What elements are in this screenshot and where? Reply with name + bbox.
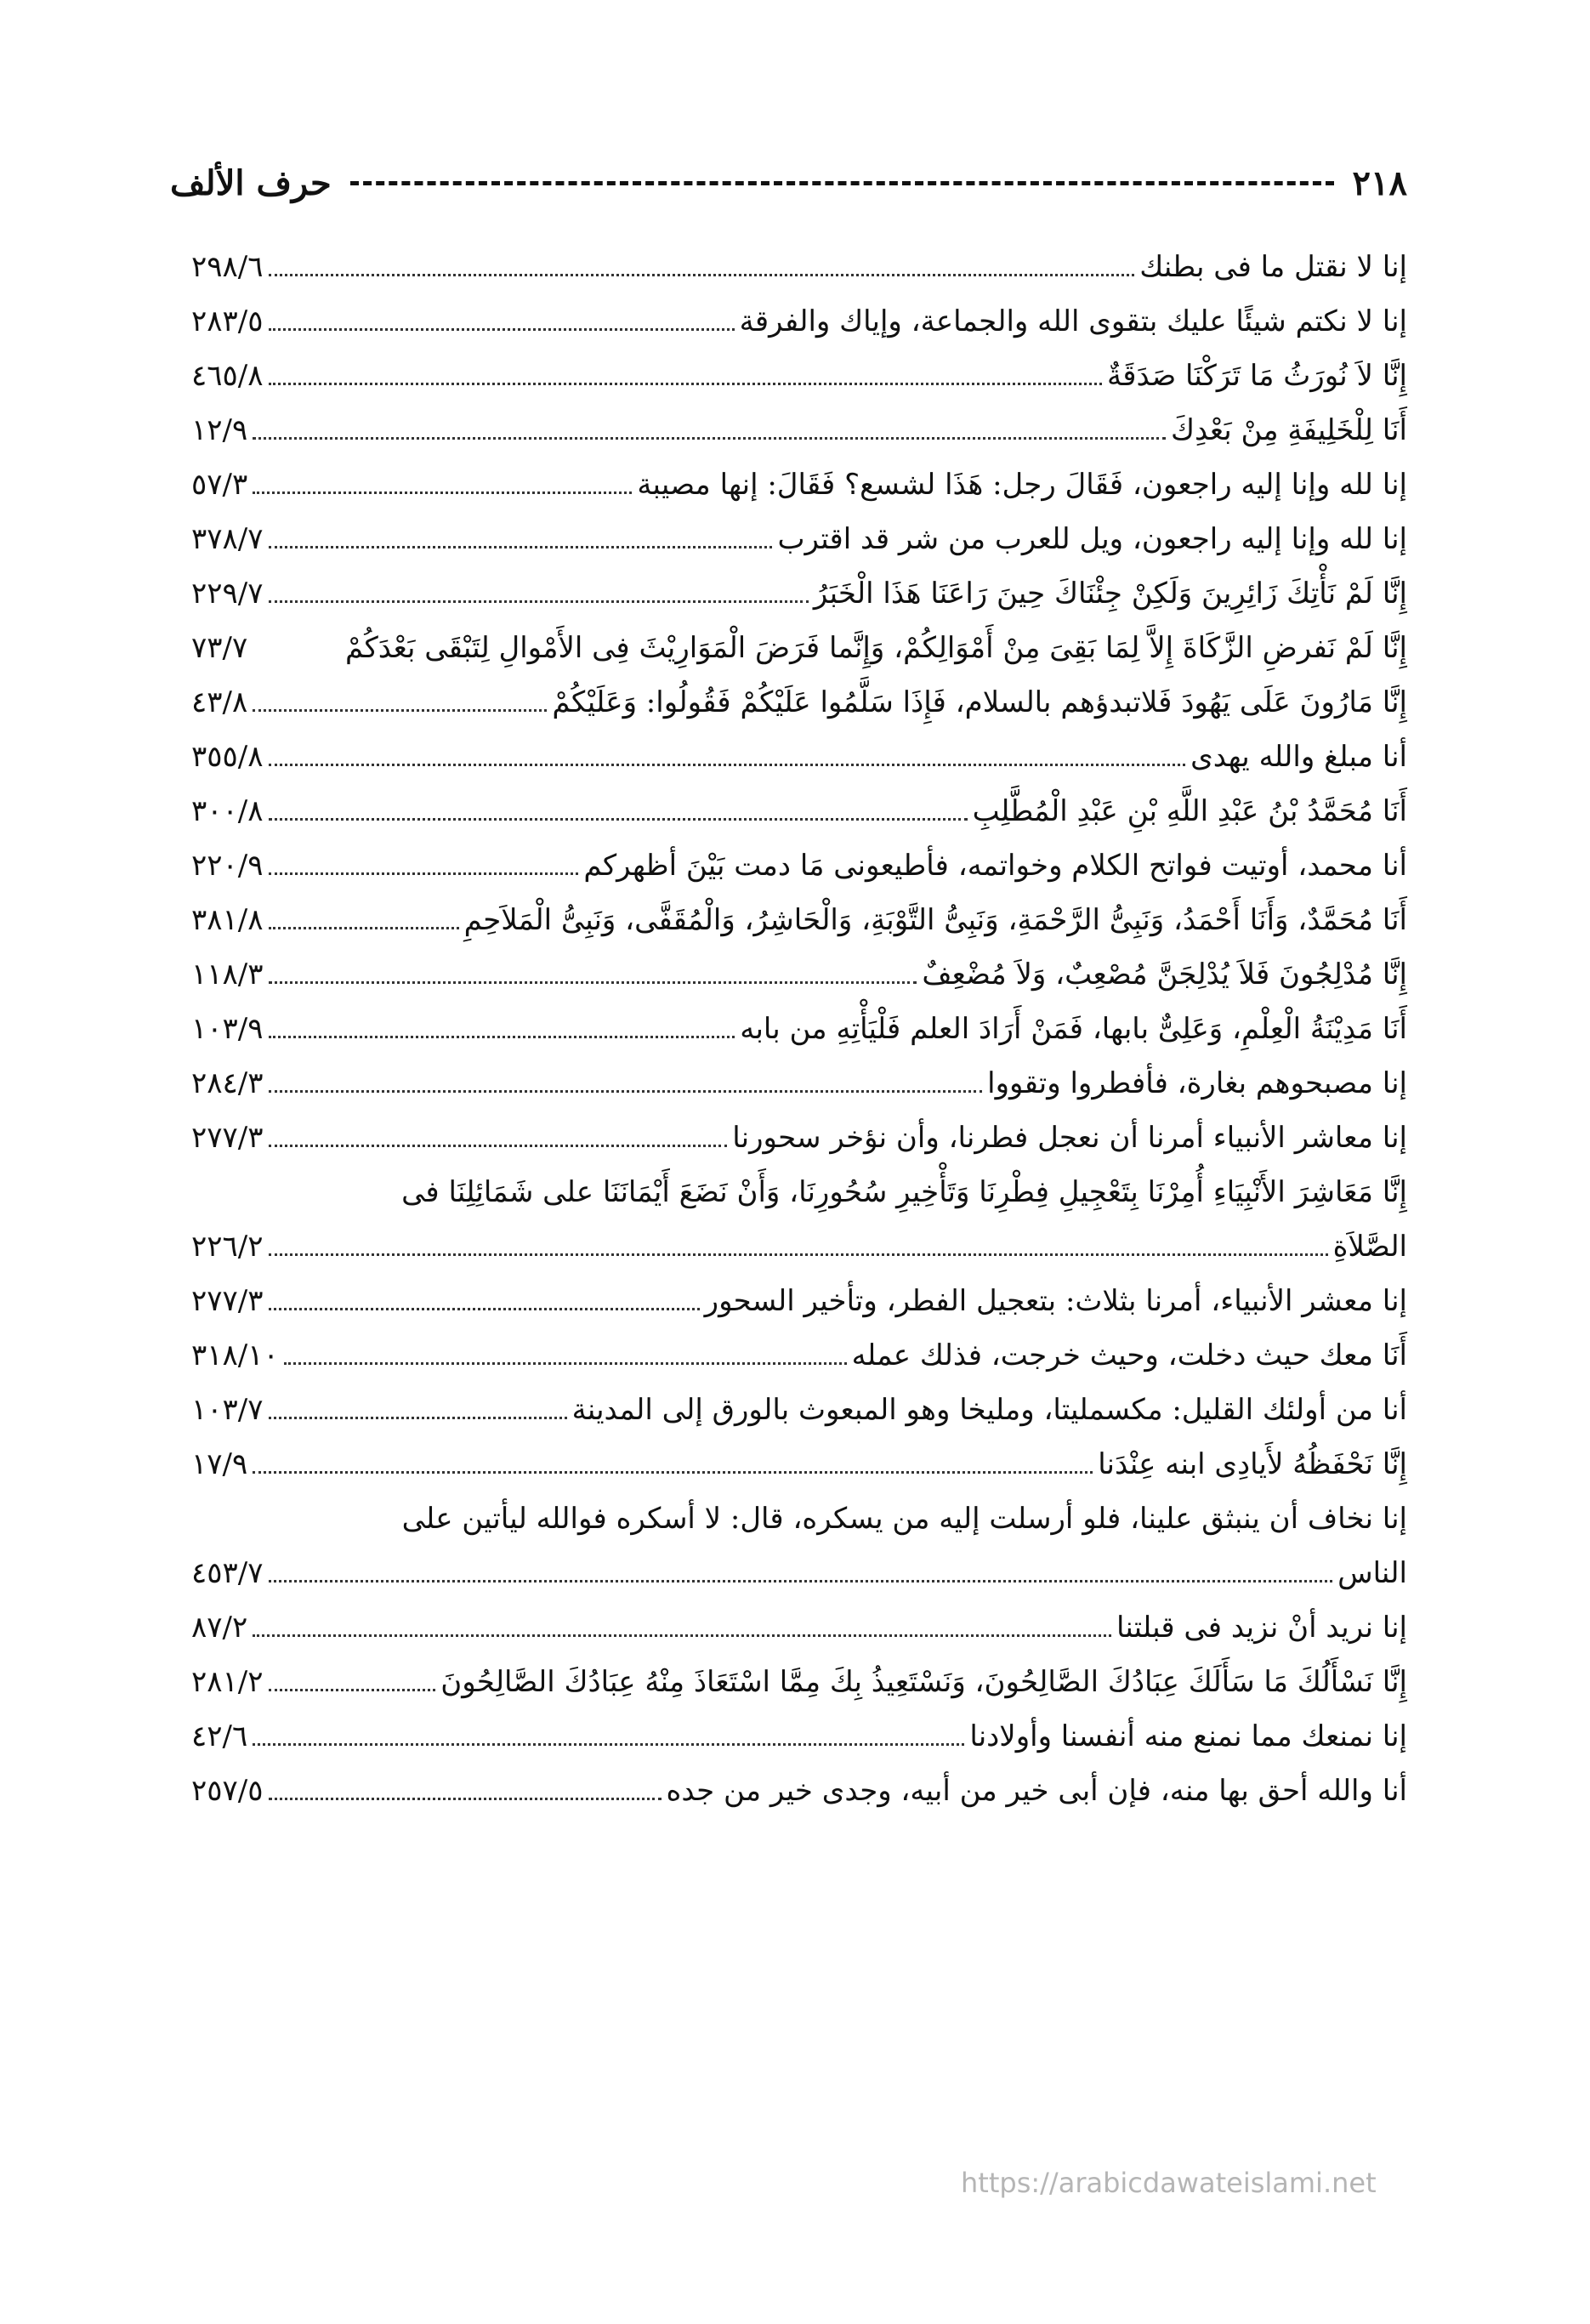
entry-reference: ١٠٣/٧ — [191, 1393, 264, 1427]
watermark: https://arabicdawateislami.net — [961, 2167, 1377, 2199]
entry-text: إنا لا نقتل ما فى بطنك — [1139, 250, 1407, 284]
entry-reference: ١١٨/٣ — [191, 957, 264, 992]
page-header — [170, 157, 1407, 208]
entry-reference: ٧٣/٧ — [191, 631, 248, 665]
entry-text: إنا مصبحوهم بغارة، فأفطروا وتقووا — [987, 1066, 1407, 1100]
index-entry — [191, 947, 1407, 1002]
entry-reference: ٣٠٠/٨ — [191, 794, 264, 828]
entry-reference: ٤٢/٦ — [191, 1719, 248, 1753]
entry-text: أنا مبلغ والله يهدى — [1190, 740, 1407, 774]
entry-reference: ٥٧/٣ — [191, 468, 248, 502]
entry-text: أَنَا مَدِيْنَةُ الْعِلْمِ، وَعَلِىٌّ بابها، فَمَنْ أَرَادَ العلم فَلْيَأْتِهِ من بابه — [740, 1012, 1407, 1046]
index-entry — [191, 240, 1407, 294]
entry-text: إِنَّا مُدْلِجُونَ فَلاَ يُدْلِجَنَّ مُصْعِبٌ، وَلاَ مُضْعِفٌ — [922, 957, 1407, 992]
entry-reference: ٢٢٩/٧ — [191, 577, 264, 611]
index-entry — [191, 1492, 1407, 1600]
dot-leader — [253, 709, 547, 712]
entry-text: أنا والله أحق بها منه، فإن أبى خير من أبيه، وجدى خير من جده — [666, 1774, 1407, 1808]
index-entry — [191, 1274, 1407, 1328]
entry-text: إِنَّا لَمْ نَفرضِ الزَّكَاةَ إِلاَّ لِمَا بَقِىَ مِنْ أَمْوَالِكُمْ، وَإِنَّما فَرَضَ الْمَوَارِيْثَ فِى الأَمْوالِ لِتَبْقَى بَعْدَكُمْ — [344, 631, 1407, 665]
entry-reference: ٣٨١/٨ — [191, 903, 264, 937]
dot-leader — [269, 764, 1186, 766]
dot-leader — [269, 274, 1135, 276]
entry-text-continued: الصَّلاَةِ — [1332, 1230, 1407, 1264]
entry-reference: ١٧/٩ — [191, 1447, 248, 1481]
index-entry — [191, 838, 1407, 893]
index-entry — [191, 1437, 1407, 1492]
entry-text: أنا من أولئك القليل: مكسمليتا، ومليخا وهو المبعوث بالورق إلى المدينة — [571, 1393, 1407, 1427]
page-number: ٢١٨ — [1352, 162, 1407, 203]
index-entry — [191, 1111, 1407, 1165]
entry-text: إِنَّا لَمْ نَأْتِكَ زَائِرِينَ وَلَكِنْ جِئْنَاكَ حِينَ رَاعَنَا هَذَا الْخَبَرُ — [813, 577, 1407, 611]
entry-reference: ٣٧٨/٧ — [191, 522, 264, 556]
header-rule — [350, 181, 1334, 185]
index-entry — [191, 512, 1407, 566]
index-entry — [191, 566, 1407, 621]
entry-reference: ٢٢٦/٢ — [191, 1230, 264, 1264]
dot-leader — [269, 1798, 662, 1800]
dot-leader — [269, 1036, 735, 1038]
dot-leader — [269, 1090, 983, 1093]
entry-reference: ٨٧/٢ — [191, 1611, 248, 1645]
dot-leader — [269, 1308, 700, 1310]
dot-leader — [269, 1253, 1328, 1256]
entry-reference: ٤٦٥/٨ — [191, 359, 264, 393]
entry-reference: ٣١٨/١٠ — [191, 1338, 279, 1372]
entry-text: إنا معاشر الأنبياء أمرنا أن نعجل فطرنا، وأن نؤخر سحورنا — [732, 1121, 1407, 1155]
index-entry — [191, 1328, 1407, 1383]
entry-reference: ٢٥٧/٥ — [191, 1774, 264, 1808]
entry-text: إِنَّا نَسْأَلُكَ مَا سَأَلَكَ عِبَادُكَ الصَّالِحُونَ، وَنَسْتَعِيذُ بِكَ مِمَّا اسْتَعَاذَ مِنْهُ عِبَادُكَ الصَّالِحُونَ — [440, 1665, 1407, 1699]
dot-leader — [269, 383, 1103, 385]
index-entry — [191, 1709, 1407, 1764]
dot-leader — [269, 927, 459, 929]
dot-leader — [269, 600, 809, 603]
dot-leader — [284, 1362, 847, 1365]
dot-leader — [253, 437, 1166, 440]
dot-leader — [269, 818, 968, 821]
entry-text: إنا نخاف أن ينبثق علينا، فلو أرسلت إليه من يسكره، قال: لا أسكره فوالله ليأتين على — [401, 1502, 1407, 1536]
dot-leader — [253, 1743, 964, 1746]
entry-reference: ١٢/٩ — [191, 413, 248, 447]
dot-leader — [269, 1580, 1333, 1582]
entry-text: أَنَا مُحَمَّدُ بْنُ عَبْدِ اللَّهِ بْنِ عَبْدِ الْمُطَّلِبِ — [972, 794, 1407, 828]
entry-text: أَنَا لِلْخَلِيفَةِ مِنْ بَعْدِكَ — [1170, 413, 1407, 447]
entry-text: إنا نمنعك مما نمنع منه أنفسنا وأولادنا — [969, 1719, 1407, 1753]
hadith-index-list — [191, 240, 1407, 1818]
entry-text: إِنَّا مَارُونَ عَلَى يَهُودَ فَلاتبدؤهم بالسلام، فَإِذَا سَلَّمُوا عَلَيْكُمْ فَقُولُوا: وَعَلَيْكُمْ — [552, 685, 1407, 719]
entry-reference: ٢٢٠/٩ — [191, 849, 264, 883]
entry-reference: ٣٥٥/٨ — [191, 740, 264, 774]
index-entry — [191, 1764, 1407, 1818]
index-entry — [191, 403, 1407, 457]
entry-text: إنا لله وإنا إليه راجعون، ويل للعرب من شر قد اقترب — [777, 522, 1407, 556]
entry-text: إِنَّا نَحْفَظُهُ لأَيادِى ابنه عِنْدَنا — [1098, 1447, 1407, 1481]
entry-reference: ٢٨٣/٥ — [191, 304, 264, 338]
section-title: حرف الألف — [170, 162, 332, 203]
index-entry — [191, 1600, 1407, 1655]
dot-leader — [269, 1417, 567, 1419]
entry-reference: ٢٨١/٢ — [191, 1665, 264, 1699]
dot-leader — [269, 328, 735, 331]
index-entry — [191, 349, 1407, 403]
entry-text: إنا لله وإنا إليه راجعون، فَقَالَ رجل: هَذَا لشسع؟ فَقَالَ: إنها مصيبة — [637, 468, 1407, 502]
index-entry — [191, 784, 1407, 838]
dot-leader — [269, 872, 579, 875]
entry-text: إنا معشر الأنبياء، أمرنا بثلاث: بتعجيل الفطر، وتأخير السحور — [704, 1284, 1407, 1318]
dot-leader — [253, 1471, 1093, 1474]
entry-reference: ٢٧٧/٣ — [191, 1284, 264, 1318]
index-entry — [191, 1056, 1407, 1111]
index-entry — [191, 1383, 1407, 1437]
index-entry — [191, 730, 1407, 784]
dot-leader — [253, 1634, 1111, 1637]
entry-text: إنا لا نكتم شيئًا عليك بتقوى الله والجماعة، وإياك والفرقة — [739, 304, 1407, 338]
entry-text: إنا نريد أنْ نزيد فى قبلتنا — [1116, 1611, 1407, 1645]
index-entry — [191, 1655, 1407, 1709]
index-entry — [191, 893, 1407, 947]
entry-reference: ٤٣/٨ — [191, 685, 248, 719]
entry-text: أَنَا معك حيث دخلت، وحيث خرجت، فذلك عمله — [851, 1338, 1407, 1372]
entry-text: إِنَّا مَعَاشِرَ الأَنْبِيَاءِ أُمِرْنَا بِتَعْجِيلِ فِطْرِنَا وَتَأْخِيرِ سُحُورِنَا، وَأَنْ نَضَعَ أَيْمَانَنَا على شَمَائِلِنَا فى — [401, 1175, 1407, 1209]
dot-leader — [253, 492, 632, 494]
dot-leader — [269, 1145, 728, 1147]
entry-text: أَنَا مُحَمَّدٌ، وَأَنَا أَحْمَدُ، وَنَبِىُّ الرَّحْمَةِ، وَنَبِىُّ التَّوْبَةِ، وَالْحَاشِرُ، وَالْمُقَفَّى، وَنَبِىُّ الْمَلاَحِمِ — [463, 903, 1407, 937]
entry-text: أنا محمد، أوتيت فواتح الكلام وخواتمه، فأطيعونى مَا دمت بَيْنَ أظهركم — [583, 849, 1407, 883]
index-entry — [191, 621, 1407, 675]
entry-text-continued: الناس — [1337, 1556, 1407, 1590]
index-entry — [191, 1002, 1407, 1056]
entry-reference: ٢٨٤/٣ — [191, 1066, 264, 1100]
entry-reference: ٤٥٣/٧ — [191, 1556, 264, 1590]
dot-leader — [269, 981, 917, 984]
entry-reference: ١٠٣/٩ — [191, 1012, 264, 1046]
dot-leader — [269, 546, 773, 548]
dot-leader — [269, 1689, 436, 1691]
entry-text: إِنَّا لاَ نُورَثُ مَا تَرَكْنَا صَدَقَةٌ — [1107, 359, 1407, 393]
index-entry — [191, 294, 1407, 349]
entry-reference: ٢٧٧/٣ — [191, 1121, 264, 1155]
index-entry — [191, 675, 1407, 730]
index-entry — [191, 457, 1407, 512]
entry-reference: ٢٩٨/٦ — [191, 250, 264, 284]
index-entry — [191, 1165, 1407, 1274]
